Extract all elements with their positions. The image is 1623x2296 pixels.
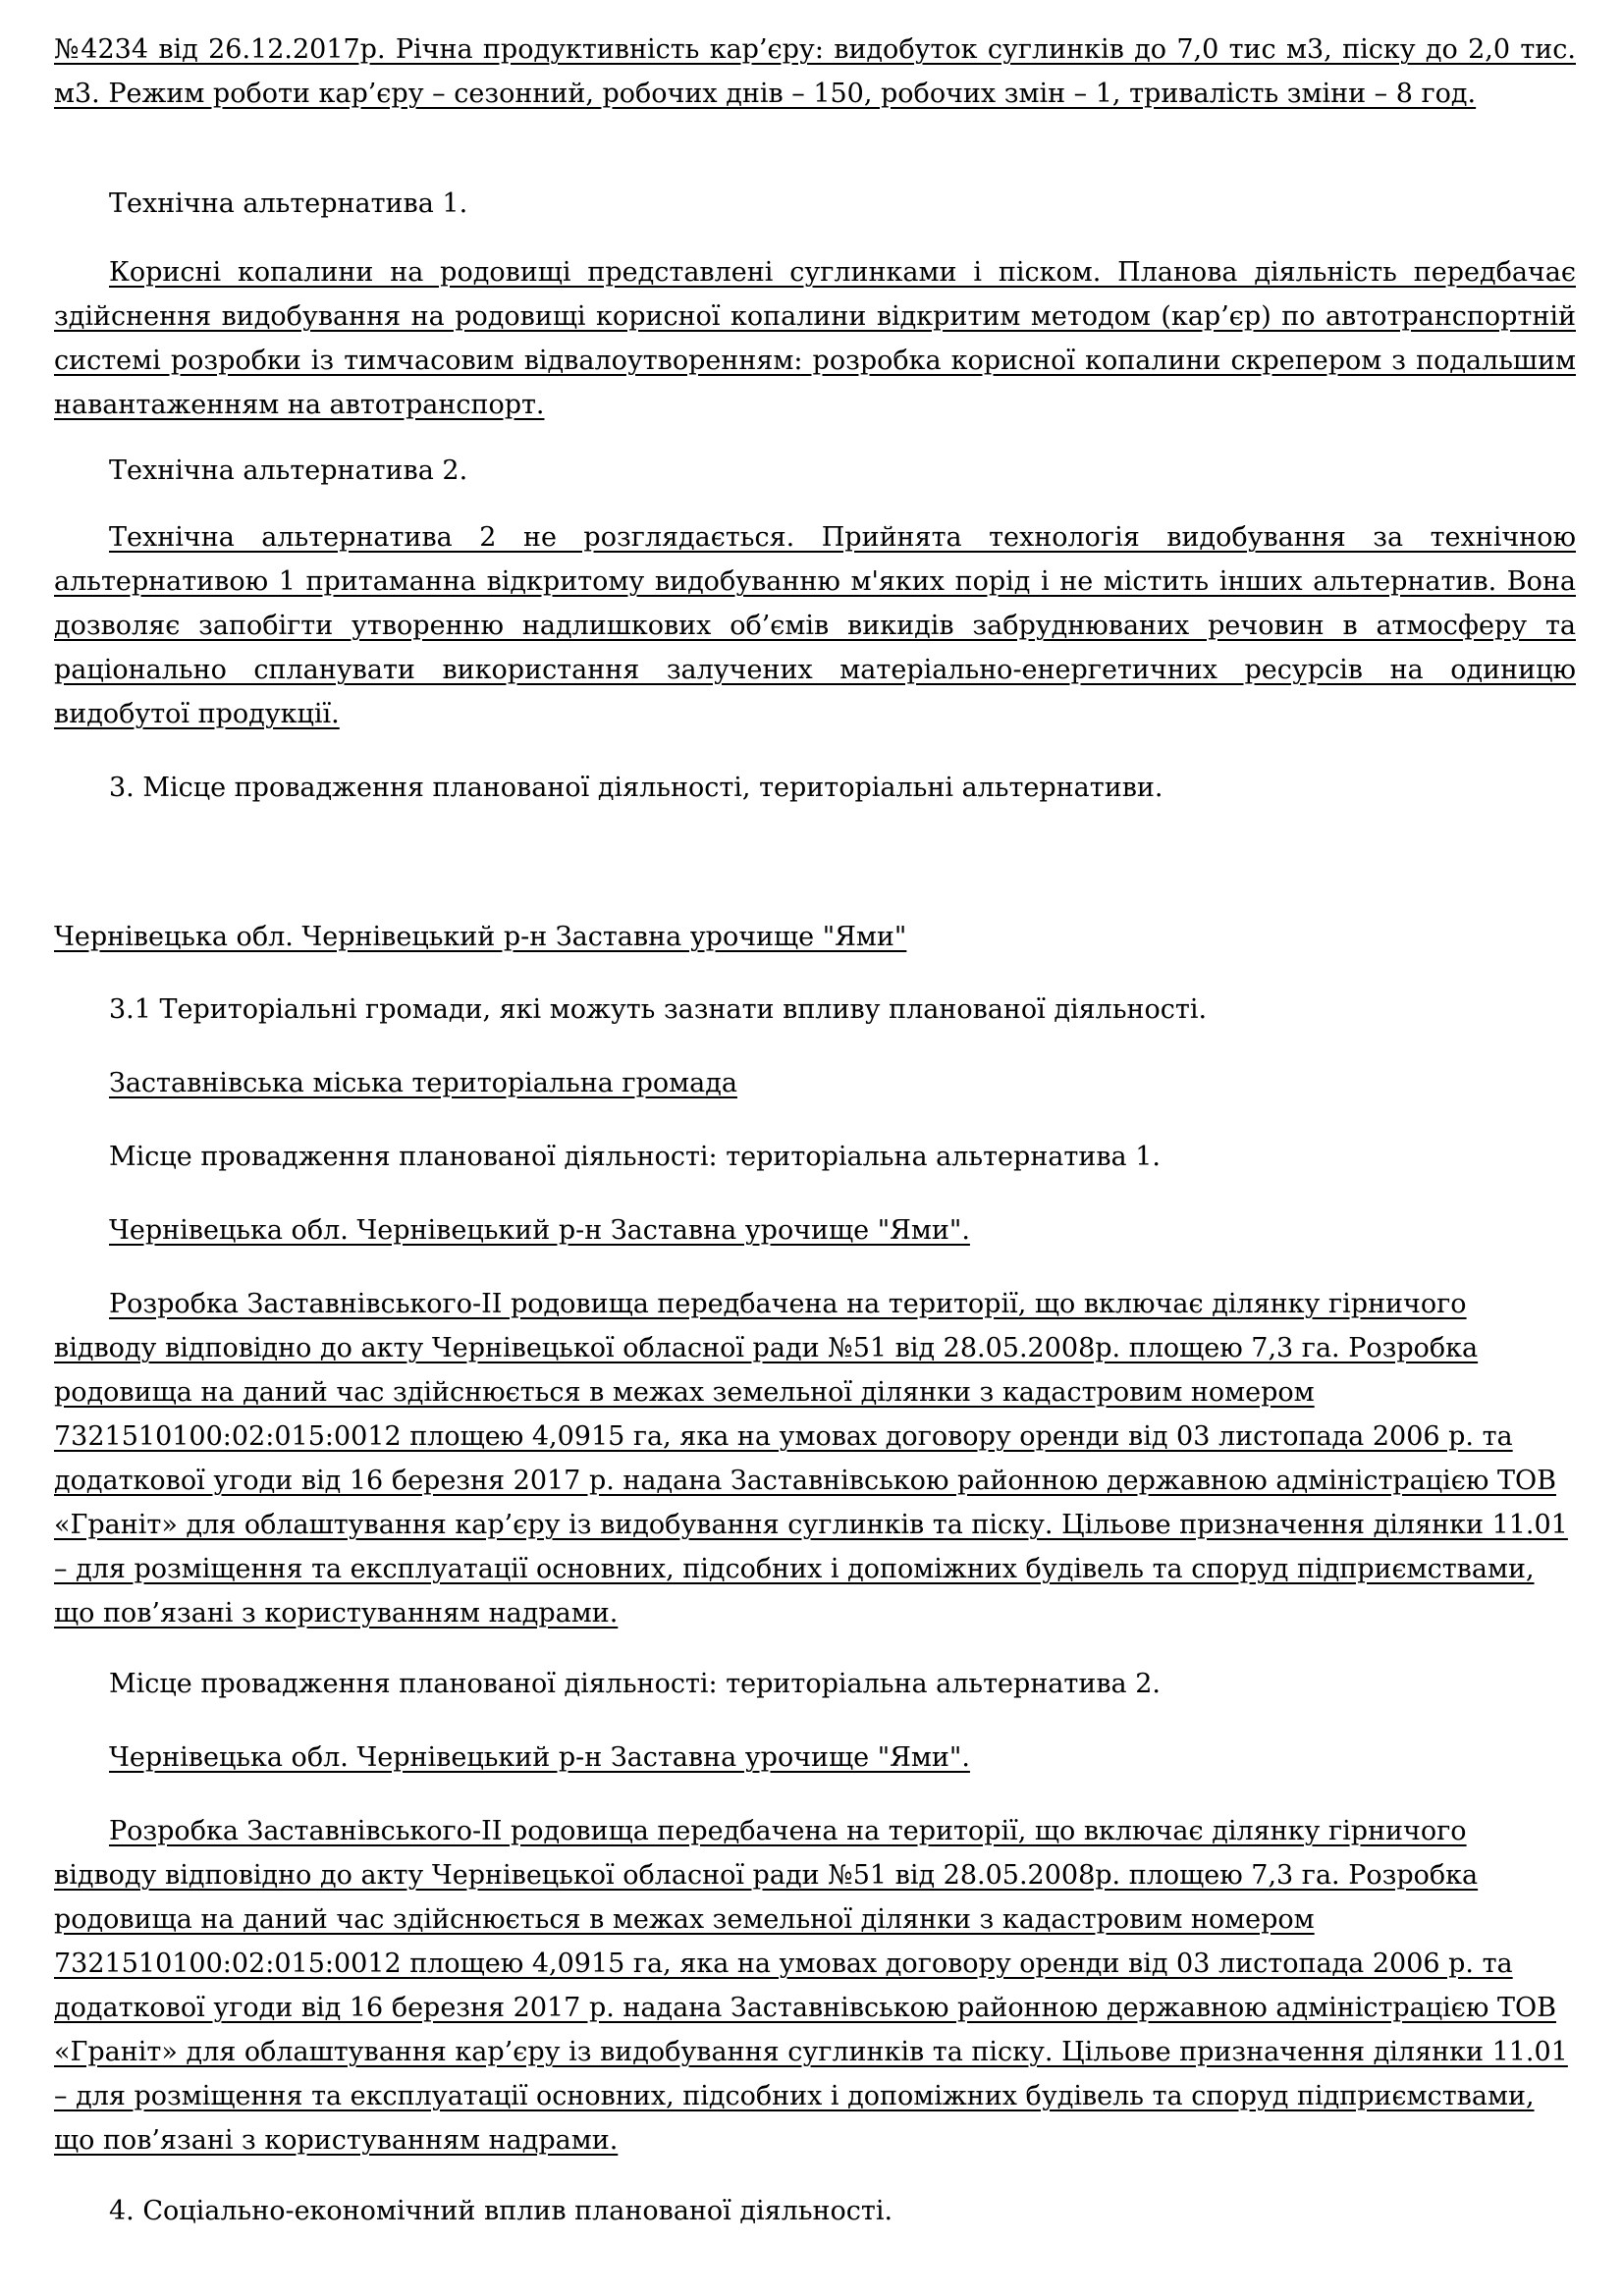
territorial-alt-2-location: Чернівецька обл. Чернівецький р-н Заставна урочище "Ями". xyxy=(109,1742,970,1773)
tech-alt-1-heading: Технічна альтернатива 1. xyxy=(109,188,468,219)
section-4-heading: 4. Соціально-економічний вплив планованої діяльності. xyxy=(109,2196,893,2226)
territorial-alt-1-paragraph: Розробка Заставнівського-ІІ родовища передбачена на території, що включає ділянку гірничого відводу відповідно до акту Чернівецької обласної ради №51 від 28.05.2008р. площею 7,3 га. Розробка родовища на даний час здійснюється в межах земельної ділянки з кадастровим номером 7321510100:02:015:0012 площею 4,0915 га, яка на умовах договору оренди від 03 листопада 2006 р. та додаткової угоди від 16 березня 2017 р. надана Заставнівською районною державною адміністрацією ТОВ «Граніт» для облаштування кар’єру із видобування суглинків та піску. Цільове призначення ділянки 11.01 – для розміщення та експлуатації основних, підсобних і допоміжних будівель та споруд підприємствами, що пов’язані з користуванням надрами. xyxy=(54,1289,1568,1629)
territorial-alt-2-heading: Місце провадження планованої діяльності: територіальна альтернатива 2. xyxy=(109,1669,1161,1699)
location-line: Чернівецька обл. Чернівецький р-н Заставна урочище "Ями" xyxy=(54,922,907,952)
territorial-alt-1-location: Чернівецька обл. Чернівецький р-н Заставна урочище "Ями". xyxy=(109,1215,970,1246)
tech-alt-1-paragraph: Корисні копалини на родовищі представлені суглинками і піском. Планова діяльність передбачає здійснення видобування на родовищі корисної копалини відкритим методом (кар’єр) по автотранспортній системі розробки із тимчасовим відвалоутворенням: розробка корисної копалини скрепером з подальшим навантаженням на автотранспорт. xyxy=(54,257,1576,420)
territorial-alt-1-heading: Місце провадження планованої діяльності: територіальна альтернатива 1. xyxy=(109,1142,1161,1172)
territorial-alt-2-paragraph: Розробка Заставнівського-ІІ родовища передбачена на території, що включає ділянку гірничого відводу відповідно до акту Чернівецької обласної ради №51 від 28.05.2008р. площею 7,3 га. Розробка родовища на даний час здійснюється в межах земельної ділянки з кадастровим номером 7321510100:02:015:0012 площею 4,0915 га, яка на умовах договору оренди від 03 листопада 2006 р. та додаткової угоди від 16 березня 2017 р. надана Заставнівською районною державною адміністрацією ТОВ «Граніт» для облаштування кар’єру із видобування суглинків та піску. Цільове призначення ділянки 11.01 – для розміщення та експлуатації основних, підсобних і допоміжних будівель та споруд підприємствами, що пов’язані з користуванням надрами. xyxy=(54,1816,1568,2156)
tech-alt-2-paragraph: Технічна альтернатива 2 не розглядається. Прийнята технологія видобування за технічною альтернативою 1 притаманна відкритому видобуванню м'яких порід і не містить інших альтернатив. Вона дозволяє запобігти утворенню надлишкових об’ємів викидів забруднюваних речовин в атмосферу та раціонально спланувати використання залучених матеріально-енергетичних ресурсів на одиницю видобутої продукції. xyxy=(54,522,1576,729)
section-3-heading: 3. Місце провадження планованої діяльності, територіальні альтернативи. xyxy=(109,773,1163,803)
community-name: Заставнівська міська територіальна громада xyxy=(109,1068,737,1098)
tech-alt-2-heading: Технічна альтернатива 2. xyxy=(109,455,468,486)
section-3-1-heading: 3.1 Територіальні громади, які можуть зазнати впливу планованої діяльності. xyxy=(109,994,1208,1025)
production-paragraph: №4234 від 26.12.2017р. Річна продуктивність кар’єру: видобуток суглинків до 7,0 тис м3, піску до 2,0 тис. м3. Режим роботи кар’єру – сезонний, робочих днів – 150, робочих змін – 1, тривалість зміни – 8 год. xyxy=(54,34,1576,109)
